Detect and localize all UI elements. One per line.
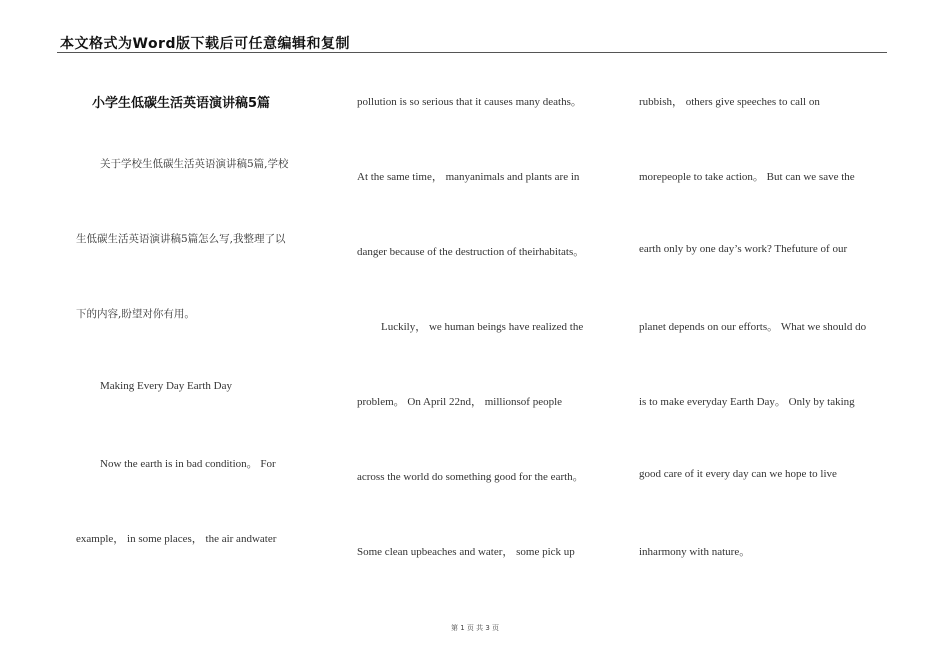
body-line: inharmony with nature。	[639, 546, 751, 558]
body-line: Some clean upbeaches and water， some pick up	[357, 546, 575, 558]
body-line: pollution is so serious that it causes many deaths。	[357, 96, 582, 108]
document-title: 小学生低碳生活英语演讲稿5篇	[92, 96, 271, 111]
body-line: rubbish， others give speeches to call on	[639, 96, 820, 108]
body-line: 关于学校生低碳生活英语演讲稿5篇,学校	[100, 158, 289, 170]
body-line: is to make everyday Earth Day。 Only by taking	[639, 396, 855, 408]
header-divider	[57, 52, 887, 53]
body-line: danger because of the destruction of theirhabitats。	[357, 246, 585, 258]
body-line: 生低碳生活英语演讲稿5篇怎么写,我整理了以	[76, 233, 286, 245]
body-line: At the same time， manyanimals and plants are in	[357, 171, 580, 183]
body-line: earth only by one day’s work? Thefuture of our	[639, 243, 848, 255]
section-heading: Making Every Day Earth Day	[100, 380, 232, 392]
body-line: planet depends on our efforts。 What we should do	[639, 321, 867, 333]
body-line: 下的内容,盼望对你有用。	[76, 308, 195, 320]
document-header-banner: 本文格式为Word版下载后可任意编辑和复制	[60, 36, 350, 52]
body-line: morepeople to take action。 But can we save the	[639, 171, 855, 183]
body-line: problem。 On April 22nd， millionsof people	[357, 396, 563, 408]
body-line: good care of it every day can we hope to live	[639, 468, 837, 480]
body-line: example， in some places， the air andwater	[76, 533, 277, 545]
body-line: Now the earth is in bad condition。 For	[100, 458, 276, 470]
page-indicator: 第 1 页 共 3 页	[450, 624, 500, 632]
body-line: Luckily， we human beings have realized the	[381, 321, 584, 333]
body-line: across the world do something good for the earth。	[357, 471, 584, 483]
